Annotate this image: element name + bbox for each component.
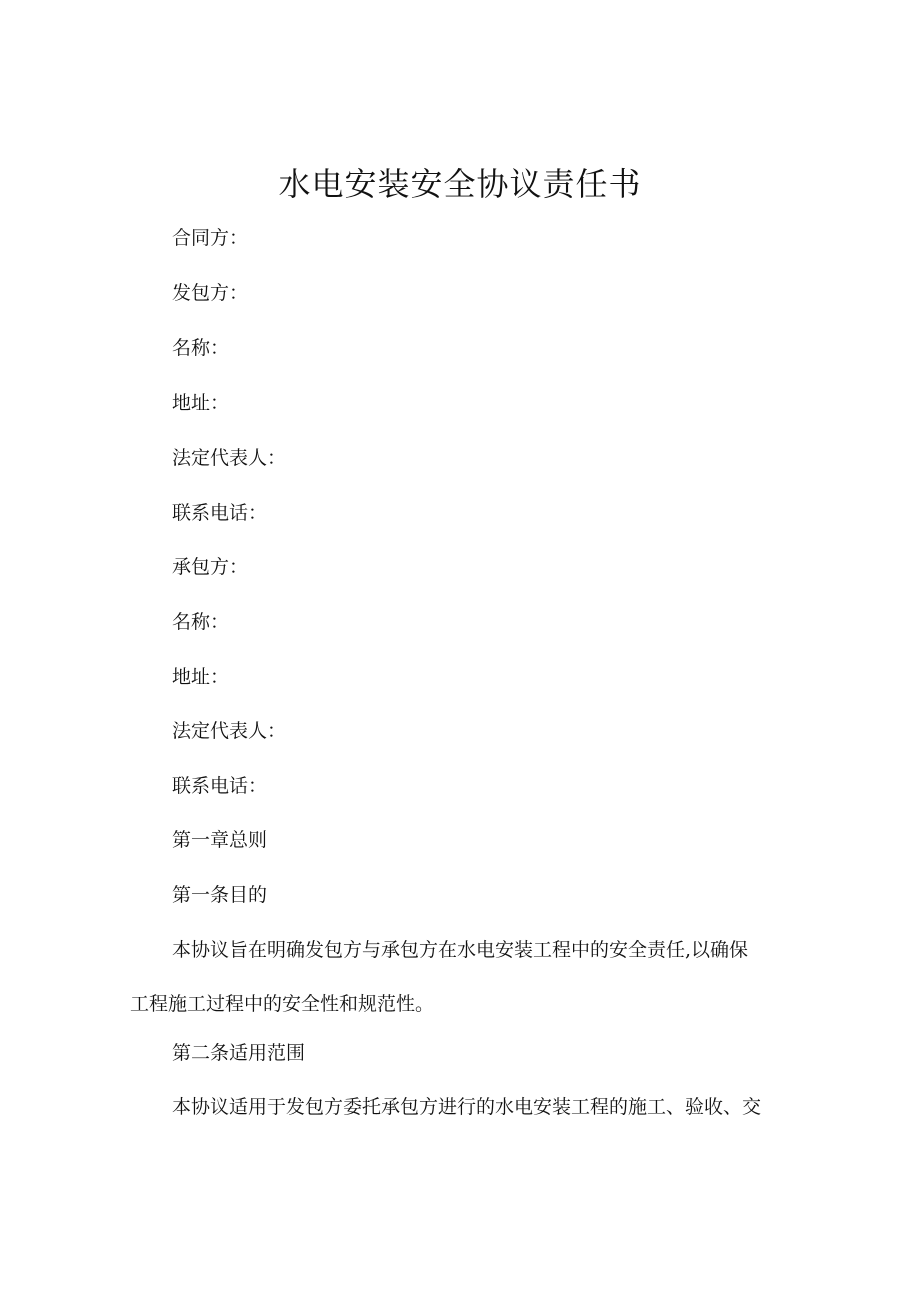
field-contractor-name: 名称：	[172, 611, 230, 633]
article-1-line-2: 工程施工过程中的安全性和规范性。	[130, 993, 435, 1015]
field-contractor-address: 地址：	[172, 666, 230, 688]
field-employer: 发包方：	[172, 282, 249, 304]
document-title: 水电安装安全协议责任书	[278, 165, 642, 203]
field-employer-address: 地址：	[172, 392, 230, 414]
field-contractor-legal-rep: 法定代表人：	[172, 720, 287, 742]
article-2-heading: 第二条适用范围	[172, 1042, 306, 1064]
article-1-body	[130, 936, 790, 1018]
article-2-line-1: 本协议适用于发包方委托承包方进行的水电安装工程的施工、验收、交	[172, 1096, 762, 1118]
field-contractor-phone: 联系电话：	[172, 775, 268, 797]
field-contract-parties: 合同方：	[172, 227, 249, 249]
field-contractor: 承包方：	[172, 556, 249, 578]
field-employer-phone: 联系电话：	[172, 502, 268, 524]
field-employer-legal-rep: 法定代表人：	[172, 447, 287, 469]
chapter-heading: 第一章总则	[172, 829, 268, 851]
field-employer-name: 名称：	[172, 337, 230, 359]
article-1-line-1: 本协议旨在明确发包方与承包方在水电安装工程中的安全责任,以确保	[172, 939, 749, 961]
article-1-heading: 第一条目的	[172, 884, 268, 906]
article-2-body	[130, 1093, 790, 1121]
